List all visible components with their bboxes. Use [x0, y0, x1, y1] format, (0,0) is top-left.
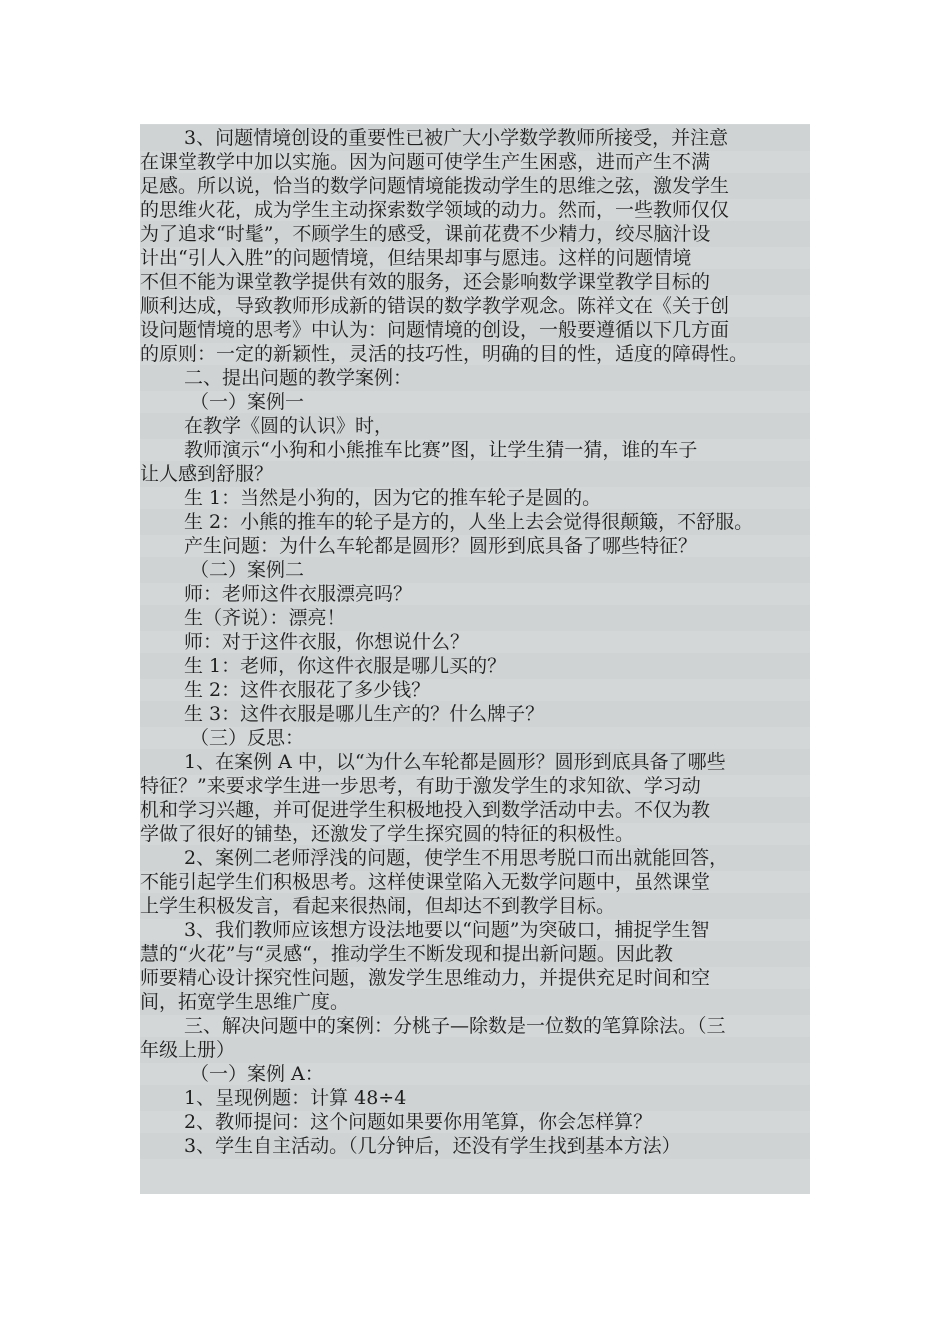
- text-line: 生 1：老师，你这件衣服是哪儿买的？: [140, 653, 810, 679]
- text-line: （一）案例 A：: [190, 1063, 324, 1085]
- text-line: 3、问题情境创设的重要性已被广大小学数学教师所接受，并注意: [140, 125, 810, 151]
- text-line: 1、在案例 A 中，以“为什么车轮都是圆形？圆形到底具备了哪些: [140, 749, 810, 775]
- text-line: （二）案例二: [140, 557, 810, 583]
- text-line: 1、呈现例题：计算 48÷4: [140, 1085, 810, 1111]
- text-line: 教师演示“小狗和小熊推车比赛”图，让学生猜一猜，谁的车子: [184, 439, 698, 461]
- text-line: 3、我们教师应该想方设法地要以“问题”为突破口，捕捉学生智: [184, 919, 710, 941]
- text-line: 不但不能为课堂教学提供有效的服务，还会影响数学课堂教学目标的: [140, 269, 810, 295]
- text-line: 不能引起学生们积极思考。这样使课堂陷入无数学问题中，虽然课堂: [140, 871, 711, 893]
- text-line: 二、提出问题的教学案例：: [140, 365, 810, 391]
- text-line: 2、案例二老师浮浅的问题，使学生不用思考脱口而出就能回答，: [140, 845, 810, 871]
- text-line: 年级上册）: [140, 1037, 810, 1063]
- text-line: 慧的“火花”与“灵感“，推动学生不断发现和提出新问题。因此教: [140, 941, 810, 967]
- text-line: 在教学《圆的认识》时，: [140, 413, 810, 439]
- text-line: 足感。所以说，恰当的数学问题情境能拨动学生的思维之弦，激发学生: [140, 173, 810, 199]
- text-line: 3、学生自主活动。（几分钟后，还没有学生找到基本方法）: [140, 1133, 810, 1159]
- text-line: 设问题情境的思考》中认为：问题情境的创设，一般要遵循以下几方面: [140, 317, 810, 343]
- text-line: （一）案例一: [190, 391, 305, 413]
- document-page: [140, 124, 810, 1194]
- text-line: 师要精心设计探究性问题，激发学生思维动力，并提供充足时间和空: [140, 967, 711, 989]
- text-line: 师：老师这件衣服漂亮吗？: [184, 583, 413, 605]
- text-line: 产生问题：为什么车轮都是圆形？圆形到底具备了哪些特征？: [184, 535, 698, 557]
- text-line: 三、解决问题中的案例：分桃子—除数是一位数的笔算除法。（三: [184, 1015, 726, 1037]
- text-line: 上学生积极发言，看起来很热闹，但却达不到教学目标。: [140, 893, 810, 919]
- text-line: 计出“引人入胜”的问题情境，但结果却事与愿违。这样的问题情境: [140, 247, 692, 269]
- text-line: 特征？”来要求学生进一步思考，有助于激发学生的求知欲、学习动: [140, 775, 701, 797]
- text-line: 生 2：小熊的推车的轮子是方的，人坐上去会觉得很颠簸，不舒服。: [140, 509, 810, 535]
- text-line: 学做了很好的铺垫，还激发了学生探究圆的特征的积极性。: [140, 823, 635, 845]
- text-line: 师：对于这件衣服，你想说什么？: [184, 631, 470, 653]
- text-line: 的原则：一定的新颖性，灵活的技巧性，明确的目的性，适度的障碍性。: [140, 343, 749, 365]
- text-line: 生 1：当然是小狗的，因为它的推车轮子是圆的。: [184, 487, 602, 509]
- text-line: 间，拓宽学生思维广度。: [140, 989, 810, 1015]
- text-line: （三）反思：: [190, 727, 305, 749]
- text-line: 生（齐说）：漂亮！: [140, 605, 810, 631]
- text-line: 生 2：这件衣服花了多少钱？: [184, 679, 431, 701]
- text-line: 让人感到舒服？: [140, 461, 810, 487]
- text-line: 生 3：这件衣服是哪儿生产的？什么牌子？: [140, 701, 810, 727]
- text-line: 机和学习兴趣，并可促进学生积极地投入到数学活动中去。不仅为教: [140, 797, 810, 823]
- text-line: 的思维火花，成为学生主动探索数学领域的动力。然而，一些教师仅仅: [140, 199, 730, 221]
- text-line: 在课堂教学中加以实施。因为问题可使学生产生困惑，进而产生不满: [140, 151, 711, 173]
- text-line: 顺利达成，导致教师形成新的错误的数学教学观念。陈祥文在《关于创: [140, 295, 730, 317]
- text-line: 2、教师提问：这个问题如果要你用笔算，你会怎样算？: [184, 1111, 653, 1133]
- text-line: 为了追求“时髦”，不顾学生的感受，课前花费不少精力，绞尽脑汁设: [140, 221, 810, 247]
